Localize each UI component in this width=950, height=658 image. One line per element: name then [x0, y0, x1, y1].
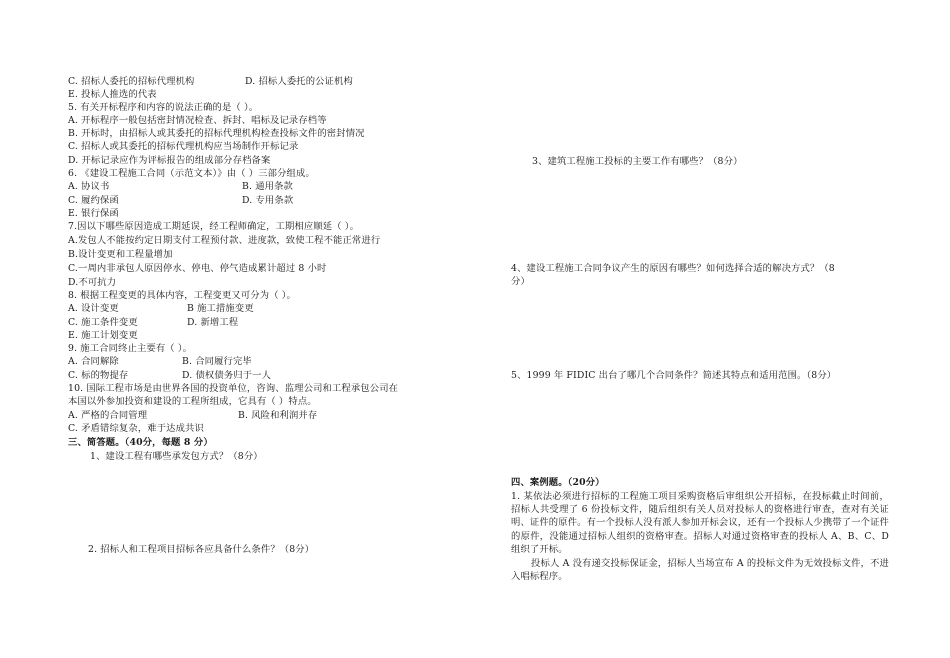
- section-heading-case-study: 四、案例题。（20分）: [511, 477, 605, 488]
- option-d: D. 债权债务归于一人: [182, 370, 272, 381]
- option-a: A. 合同解除: [68, 356, 119, 367]
- option-b: B.设计变更和工程量增加: [68, 249, 173, 260]
- option-a: A. 开标程序一般包括密封情况检查、拆封、唱标及记录存档等: [68, 115, 327, 126]
- option-b: B. 通用条款: [242, 181, 293, 192]
- question-5: 5. 有关开标程序和内容的说法正确的是（ ）。: [68, 102, 259, 113]
- short-answer-question-4-cont: 分）: [511, 276, 530, 287]
- option-a: A.发包人不能按约定日期支付工程预付款、进度款，致使工程不能正常进行: [68, 235, 381, 246]
- case-paragraph-2: 投标人 A 没有递交投标保证金，招标人当场宣布 A 的投标文件为无效投标文件，不进入唱标程序。: [511, 558, 889, 583]
- option-d: D. 招标人委托的公证机构: [245, 76, 353, 87]
- option-e: E. 施工计划变更: [68, 330, 138, 341]
- option-b: B. 开标时，由招标人或其委托的招标代理机构检查投标文件的密封情况: [68, 128, 365, 139]
- option-a: A. 设计变更: [68, 303, 119, 314]
- option-e: E. 投标人推选的代表: [68, 89, 157, 100]
- question-10-cont: 本国以外参加投资和建设的工程所组成，它具有（ ）特点。: [68, 396, 317, 407]
- option-c: C. 招标人委托的招标代理机构: [68, 76, 195, 87]
- question-9: 9. 施工合同终止主要有（ ）。: [68, 343, 193, 354]
- option-d: D. 新增工程: [187, 317, 239, 328]
- option-c: C. 施工条件变更: [68, 317, 138, 328]
- option-c: C. 招标人或其委托的招标代理机构应当场制作开标记录: [68, 141, 299, 152]
- option-c: C. 矛盾错综复杂，难于达成共识: [68, 423, 204, 434]
- option-c: C.一周内非承包人原因停水、停电、停气造成累计超过 8 小时: [68, 263, 327, 274]
- short-answer-question-5: 5、1999 年 FIDIC 出台了哪几个合同条件？简述其特点和适用范围。（8分）: [511, 370, 837, 381]
- option-d: D. 开标记录应作为评标报告的组成部分存档备案: [68, 155, 271, 166]
- question-6: 6. 《建设工程施工合同（示范文本）》由（ ）三部分组成。: [68, 168, 315, 179]
- option-e: E. 银行保函: [68, 208, 119, 219]
- short-answer-question-4: 4、建设工程施工合同争议产生的原因有哪些？如何选择合适的解决方式？（8: [511, 263, 835, 274]
- section-heading-short-answer: 三、简答题。（40分，每题 8 分）: [68, 437, 213, 448]
- option-d: D.不可抗力: [68, 277, 117, 288]
- option-d: D. 专用条款: [242, 195, 294, 206]
- option-a: A. 严格的合同管理: [68, 410, 148, 421]
- option-c: C. 履约保函: [68, 195, 119, 206]
- option-b: B 施工措施变更: [187, 303, 254, 314]
- question-10: 10. 国际工程市场是由世界各国的投资单位，咨询、监理公司和工程承包公司在: [68, 383, 399, 394]
- option-c: C. 标的物提存: [68, 370, 129, 381]
- question-8: 8. 根据工程变更的具体内容，工程变更又可分为（ ）。: [68, 290, 297, 301]
- option-b: B. 风险和利润并存: [238, 410, 318, 421]
- short-answer-question-1: 1、建设工程有哪些承发包方式？（8分）: [90, 451, 263, 462]
- option-b: B. 合同履行完毕: [182, 356, 252, 367]
- question-7: 7.因以下哪些原因造成工期延误，经工程师确定，工期相应顺延（ ）。: [68, 221, 360, 232]
- short-answer-question-3: 3、建筑工程施工投标的主要工作有哪些？（8分）: [532, 156, 743, 167]
- case-paragraph-1: 1. 某依法必须进行招标的工程施工项目采购资格后审组织公开招标，在投标截止时间前，招标人共受理了 6 份投标文件，随后组织有关人员对投标人的资格进行审查，查对有关证明、证件的原件。有一个投标人没有派人参加开标会议，还有一个投标人少携带了一个证件的原件，没能通过招标人组织的资格审查。招标人对通过资格审查的投标人 A、B、C、D 组织了开标。: [511, 491, 889, 555]
- short-answer-question-2: 2. 招标人和工程项目招标各应具备什么条件？（8分）: [88, 544, 315, 555]
- option-a: A. 协议书: [68, 181, 110, 192]
